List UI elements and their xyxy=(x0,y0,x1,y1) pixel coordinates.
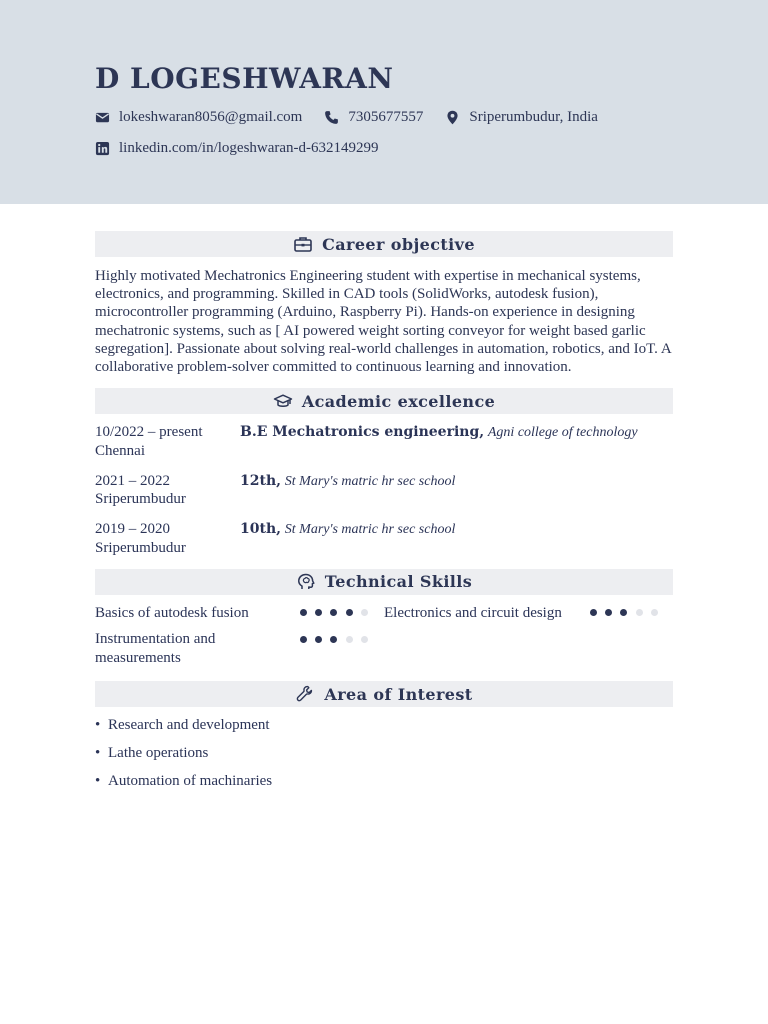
section-title: Area of Interest xyxy=(324,684,473,704)
location-text: Sriperumbudur, India xyxy=(469,109,598,125)
skill-name: Electronics and circuit design xyxy=(384,604,562,621)
section-title: Academic excellence xyxy=(301,391,496,411)
linkedin-icon xyxy=(95,141,110,156)
education-place: Sriperumbudur xyxy=(95,539,186,556)
email-text: lokeshwaran8056@gmail.com xyxy=(119,109,303,125)
rating-dot-filled xyxy=(605,609,612,616)
education-place: Sriperumbudur xyxy=(95,491,186,508)
objective-text: Highly motivated Mechatronics Engineering student with expertise in mechanical systems, electronics, and programming. Skilled in CAD tools (SolidWorks, autodesk fusion), microcontroller programming (Arduino, Raspberry Pi). Hands-on experience in designing mechatronic systems, such as [ AI powered weight sorting conveyor for weight based garlic segregation]. Passionate about solving real-world challenges in automation, robotics, and IoT. A collaborative problem-solver committed to continuous learning and innovation. xyxy=(95,268,671,376)
linkedin-text: linkedin.com/in/logeshwaran-d-632149299 xyxy=(119,140,379,156)
rating-dot-filled xyxy=(620,609,627,616)
rating-dot-filled xyxy=(315,609,322,616)
graduation-cap-icon xyxy=(273,391,293,411)
rating-dot-empty xyxy=(636,609,643,616)
list-item: • Automation of machinaries xyxy=(95,772,673,800)
section-title: Technical Skills xyxy=(324,572,473,592)
phone-text: 7305677557 xyxy=(348,109,424,125)
contact-row xyxy=(95,109,620,126)
contact-email[interactable] xyxy=(95,109,302,126)
education-dates: 2021 – 2022 xyxy=(95,472,170,489)
contact-phone[interactable] xyxy=(324,109,423,126)
rating-dot-filled xyxy=(330,636,337,643)
skill-name: Basics of autodesk fusion xyxy=(95,604,249,621)
candidate-name: D LOGESHWARAN xyxy=(95,62,394,95)
rating-dot-filled xyxy=(300,636,307,643)
wrench-icon xyxy=(295,684,315,704)
skill-rating xyxy=(300,630,376,649)
education-degree: 10th, xyxy=(240,521,282,538)
mail-icon xyxy=(95,110,110,125)
contact-linkedin[interactable] xyxy=(95,140,379,157)
resume-body xyxy=(95,231,673,800)
skill-rating xyxy=(590,604,666,623)
section-header-academic xyxy=(95,388,673,414)
skill-name: Instrumentation and measurements xyxy=(95,631,216,666)
skill-item xyxy=(384,604,673,623)
section-header-interest xyxy=(95,681,673,707)
education-school: St Mary's matric hr sec school xyxy=(284,473,456,489)
rating-dot-filled xyxy=(590,609,597,616)
education-dates: 2019 – 2020 xyxy=(95,521,170,538)
education-school: St Mary's matric hr sec school xyxy=(284,522,456,538)
resume-header xyxy=(0,0,768,204)
rating-dot-empty xyxy=(361,636,368,643)
section-header-skills xyxy=(95,569,673,595)
skill-rating xyxy=(300,604,376,623)
list-item: • Lathe operations xyxy=(95,744,673,772)
skills-list xyxy=(95,604,673,668)
education-entry xyxy=(95,423,673,460)
contact-row-2 xyxy=(95,140,401,157)
education-dates: 10/2022 – present xyxy=(95,424,203,441)
education-entry xyxy=(95,520,673,557)
rating-dot-filled xyxy=(300,609,307,616)
education-degree: 12th, xyxy=(240,472,282,489)
education-list xyxy=(95,423,673,557)
rating-dot-empty xyxy=(651,609,658,616)
rating-dot-empty xyxy=(361,609,368,616)
rating-dot-filled xyxy=(330,609,337,616)
education-place: Chennai xyxy=(95,442,145,459)
contact-location xyxy=(445,109,598,126)
rating-dot-filled xyxy=(346,609,353,616)
skill-item xyxy=(95,630,399,667)
brain-head-icon xyxy=(296,572,316,592)
rating-dot-filled xyxy=(315,636,322,643)
list-item: • Research and development xyxy=(95,716,673,744)
rating-dot-empty xyxy=(346,636,353,643)
interest-list xyxy=(95,716,673,800)
phone-icon xyxy=(324,110,339,125)
briefcase-icon xyxy=(293,234,313,254)
section-header-objective xyxy=(95,231,673,257)
map-pin-icon xyxy=(445,110,460,125)
skill-item xyxy=(95,604,384,623)
education-entry xyxy=(95,472,673,509)
education-school: Agni college of technology xyxy=(487,425,638,441)
section-title: Career objective xyxy=(322,234,475,254)
education-degree: B.E Mechatronics engineering, xyxy=(240,424,485,441)
